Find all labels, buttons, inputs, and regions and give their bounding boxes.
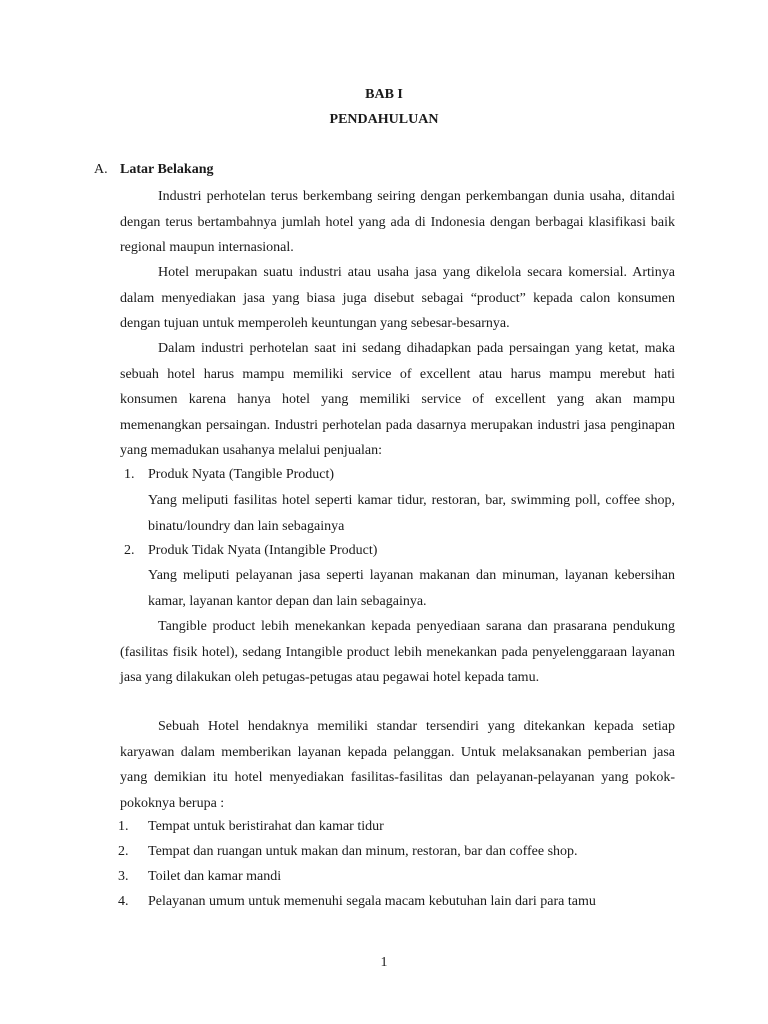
- paragraph: Tangible product lebih menekankan kepada penyediaan sarana dan prasarana pendukung (fasilitas fisik hotel), sedang Intangible product lebih menekankan pada penyelenggaraan layanan jasa yang dilakukan oleh petugas-petugas atau pegawai hotel kepada tamu.: [120, 619, 675, 685]
- paragraph: Sebuah Hotel hendaknya memiliki standar tersendiri yang ditekankan kepada setiap karyawan dalam memberikan layanan kepada pelanggan. Untuk melaksanakan pemberian jasa yang demikian itu hotel menyediakan fasilitas-fasilitas dan pelayanan-pelayanan yang pokok-pokoknya berupa :: [120, 719, 675, 811]
- chapter-title: PENDAHULUAN: [329, 112, 439, 127]
- list-item-title: Produk Tidak Nyata (Intangible Product): [148, 543, 378, 558]
- list-item-description: Yang meliputi fasilitas hotel seperti kamar tidur, restoran, bar, swimming poll, coffee shop, binatu/loundry dan lain sebagainya: [148, 493, 675, 534]
- facility-number: 4.: [118, 894, 129, 909]
- paragraph: Industri perhotelan terus berkembang seiring dengan perkembangan dunia usaha, ditandai dengan terus bertambahnya jumlah hotel yang ada di Indonesia dengan berbagai klasifikasi baik regional maupun internasional.: [120, 189, 675, 255]
- list-item-number: 1.: [124, 467, 135, 482]
- list-item-number: 2.: [124, 543, 135, 558]
- paragraph: Dalam industri perhotelan saat ini sedang dihadapkan pada persaingan yang ketat, maka sebuah hotel harus mampu memiliki service of excellent atau harus mampu merebut hati konsumen karena hanya hotel yang memiliki service of excellent yang akan mampu memenangkan persaingan. Industri perhotelan pada dasarnya merupakan industri jasa penginapan yang memadukan usahanya melalui penjualan:: [120, 341, 675, 458]
- facility-text: Toilet dan kamar mandi: [148, 869, 282, 884]
- list-item-description: Yang meliputi pelayanan jasa seperti layanan makanan dan minuman, layanan kebersihan kamar, layanan kantor depan dan lain sebagainya.: [148, 568, 675, 609]
- facility-text: Tempat dan ruangan untuk makan dan minum, restoran, bar dan coffee shop.: [148, 844, 578, 859]
- facility-number: 1.: [118, 819, 129, 834]
- list-item-title: Produk Nyata (Tangible Product): [148, 467, 335, 482]
- facility-number: 2.: [118, 844, 129, 859]
- facility-text: Tempat untuk beristirahat dan kamar tidur: [148, 819, 384, 834]
- paragraph: Hotel merupakan suatu industri atau usaha jasa yang dikelola secara komersial. Artinya dalam menyediakan jasa yang biasa juga disebut sebagai “product” kepada calon konsumen dengan tujuan untuk memperoleh keuntungan yang sebesar-besarnya.: [120, 265, 675, 331]
- facility-text: Pelayanan umum untuk memenuhi segala macam kebutuhan lain dari para tamu: [148, 894, 596, 909]
- section-letter: A.: [94, 162, 108, 177]
- page-number: 1: [380, 955, 388, 970]
- facility-number: 3.: [118, 869, 129, 884]
- chapter-number: BAB I: [365, 87, 403, 102]
- section-title: Latar Belakang: [120, 162, 214, 177]
